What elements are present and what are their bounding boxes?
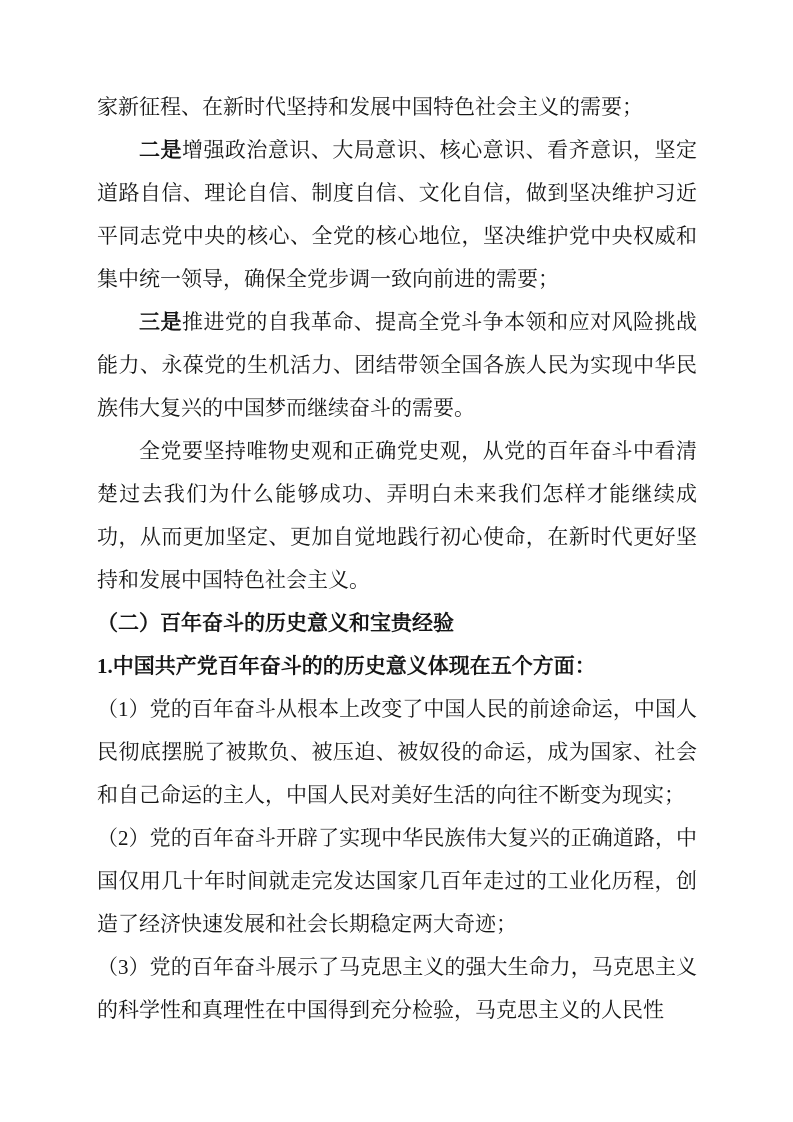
paragraph-text: 家新征程、在新时代坚持和发展中国特色社会主义的需要； (97, 95, 643, 119)
paragraph-bold-prefix: 二是 (139, 138, 182, 162)
paragraph-text: 推进党的自我革命、提高全党斗争本领和应对风险挑战能力、永葆党的生机活力、团结带领全国各族人民为实现中华民族伟大复兴的中国梦而继续奋斗的需要。 (97, 310, 698, 420)
heading-text: （二）百年奋斗的历史意义和宝贵经验 (97, 611, 454, 635)
paragraph-list-item-3 (97, 946, 697, 1032)
paragraph-text: 全党要坚持唯物史观和正确党史观，从党的百年奋斗中看清楚过去我们为什么能够成功、弄明白未来我们怎样才能继续成功，从而更加坚定、更加自觉地践行初心使命，在新时代更好坚持和发展中国特色社会主义。 (97, 439, 697, 592)
paragraph-text: （3）党的百年奋斗展示了马克思主义的强大生命力，马克思主义的科学性和真理性在中国得到充分检验，马克思主义的人民性 (97, 955, 697, 1022)
section-heading (97, 602, 697, 645)
paragraph-materialist-history (97, 430, 697, 602)
paragraph-second-point (97, 129, 697, 301)
paragraph-text: 增强政治意识、大局意识、核心意识、看齐意识，坚定道路自信、理论自信、制度自信、文化自信，做到坚决维护习近平同志党中央的核心、全党的核心地位，坚决维护党中央权威和集中统一领导，确保全党步调一致向前进的需要； (97, 138, 698, 291)
heading-text: 1.中国共产党百年奋斗的的历史意义体现在五个方面： (97, 654, 596, 678)
paragraph-continuation (97, 86, 697, 129)
paragraph-text: （2）党的百年奋斗开辟了实现中华民族伟大复兴的正确道路，中国仅用几十年时间就走完发达国家几百年走过的工业化历程，创造了经济快速发展和社会长期稳定两大奇迹； (97, 826, 697, 936)
sub-heading (97, 645, 697, 688)
paragraph-third-point (97, 301, 697, 430)
document-text-block (97, 86, 697, 1032)
paragraph-list-item-1 (97, 688, 697, 817)
paragraph-list-item-2 (97, 817, 697, 946)
paragraph-text: （1）党的百年奋斗从根本上改变了中国人民的前途命运，中国人民彻底摆脱了被欺负、被压迫、被奴役的命运，成为国家、社会和自己命运的主人，中国人民对美好生活的向往不断变为现实； (97, 697, 697, 807)
paragraph-bold-prefix: 三是 (139, 310, 182, 334)
